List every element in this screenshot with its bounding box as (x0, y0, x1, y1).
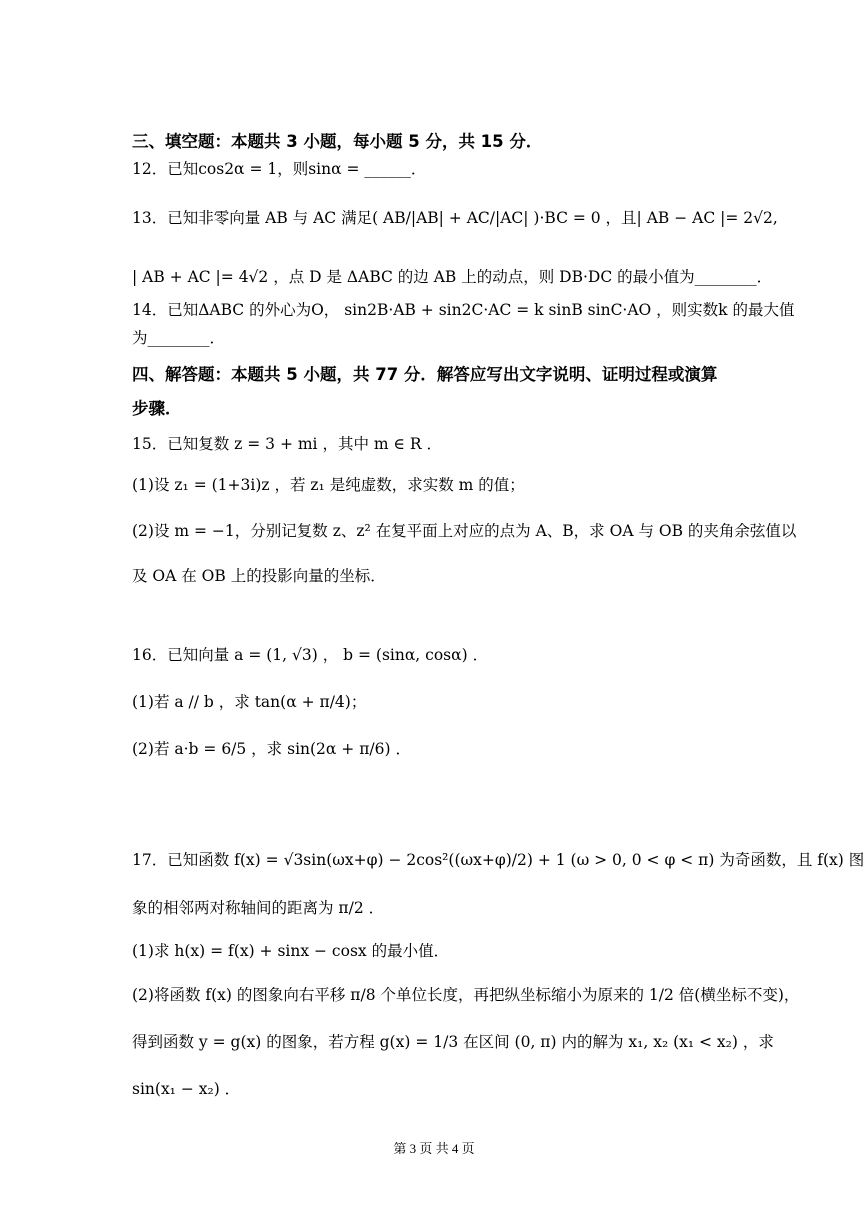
question-14-line2: 为________． (132, 329, 226, 347)
question-17-part2-line3: sin(x₁ − x₂) ． (132, 1080, 241, 1098)
question-13-line1: 13．已知非零向量 AB 与 AC 满足( AB/|AB| + AC/|AC| )·BC = 0 ，且| AB − AC |= 2√2, (132, 209, 778, 227)
question-15-part1: (1)设 z₁ = (1+3i)z ，若 z₁ 是纯虚数，求实数 m 的值； (132, 476, 525, 494)
section4-heading-line1: 四、解答题：本题共 5 小题，共 77 分．解答应写出文字说明、证明过程或演算 (132, 365, 718, 384)
question-17-part1: (1)求 h(x) = f(x) + sinx − cosx 的最小值． (132, 942, 450, 960)
question-16: 16．已知向量 a = (1, √3) ， b = (sinα, cosα) ． (132, 646, 489, 664)
question-16-part1: (1)若 a // b ，求 tan(α + π/4)； (132, 693, 367, 711)
question-17-line2: 象的相邻两对称轴间的距离为 π/2 ． (132, 899, 385, 917)
question-17-line1: 17．已知函数 f(x) = √3sin(ωx+φ) − 2cos²((ωx+φ)/2) + 1 (ω > 0, 0 < φ < π) 为奇函数，且 f(x) 图 (132, 851, 865, 869)
question-17-part2-line1: (2)将函数 f(x) 的图象向右平移 π/8 个单位长度，再把纵坐标缩小为原来的 1/2 倍(横坐标不变)， (132, 986, 800, 1004)
question-17-part2-line2: 得到函数 y = g(x) 的图象，若方程 g(x) = 1/3 在区间 (0, π) 内的解为 x₁, x₂ (x₁ < x₂) ，求 (132, 1033, 774, 1051)
question-16-part2: (2)若 a·b = 6/5 ，求 sin(2α + π/6) ． (132, 740, 411, 758)
section3-heading: 三、填空题：本题共 3 小题，每小题 5 分，共 15 分． (132, 132, 543, 151)
section4-heading-line2: 步骤． (132, 399, 182, 418)
question-15: 15．已知复数 z = 3 + mi ，其中 m ∈ R ． (132, 435, 442, 453)
question-14-line1: 14．已知ΔABC 的外心为O， sin2B·AB + sin2C·AC = k sinB sinC·AO ，则实数k 的最大值 (132, 301, 795, 319)
question-15-part2-line1: (2)设 m = −1，分别记复数 z、z² 在复平面上对应的点为 A、B，求 OA 与 OB 的夹角余弦值以 (132, 522, 797, 540)
question-15-part2-line2: 及 OA 在 OB 上的投影向量的坐标． (132, 567, 386, 585)
question-13-line2: | AB + AC |= 4√2 ，点 D 是 ΔABC 的边 AB 上的动点，则 DB·DC 的最小值为________． (132, 268, 773, 286)
question-12: 12．已知cos2α = 1，则sinα = ______． (132, 160, 427, 178)
page-footer: 第 3 页 共 4 页 (393, 1141, 475, 1156)
